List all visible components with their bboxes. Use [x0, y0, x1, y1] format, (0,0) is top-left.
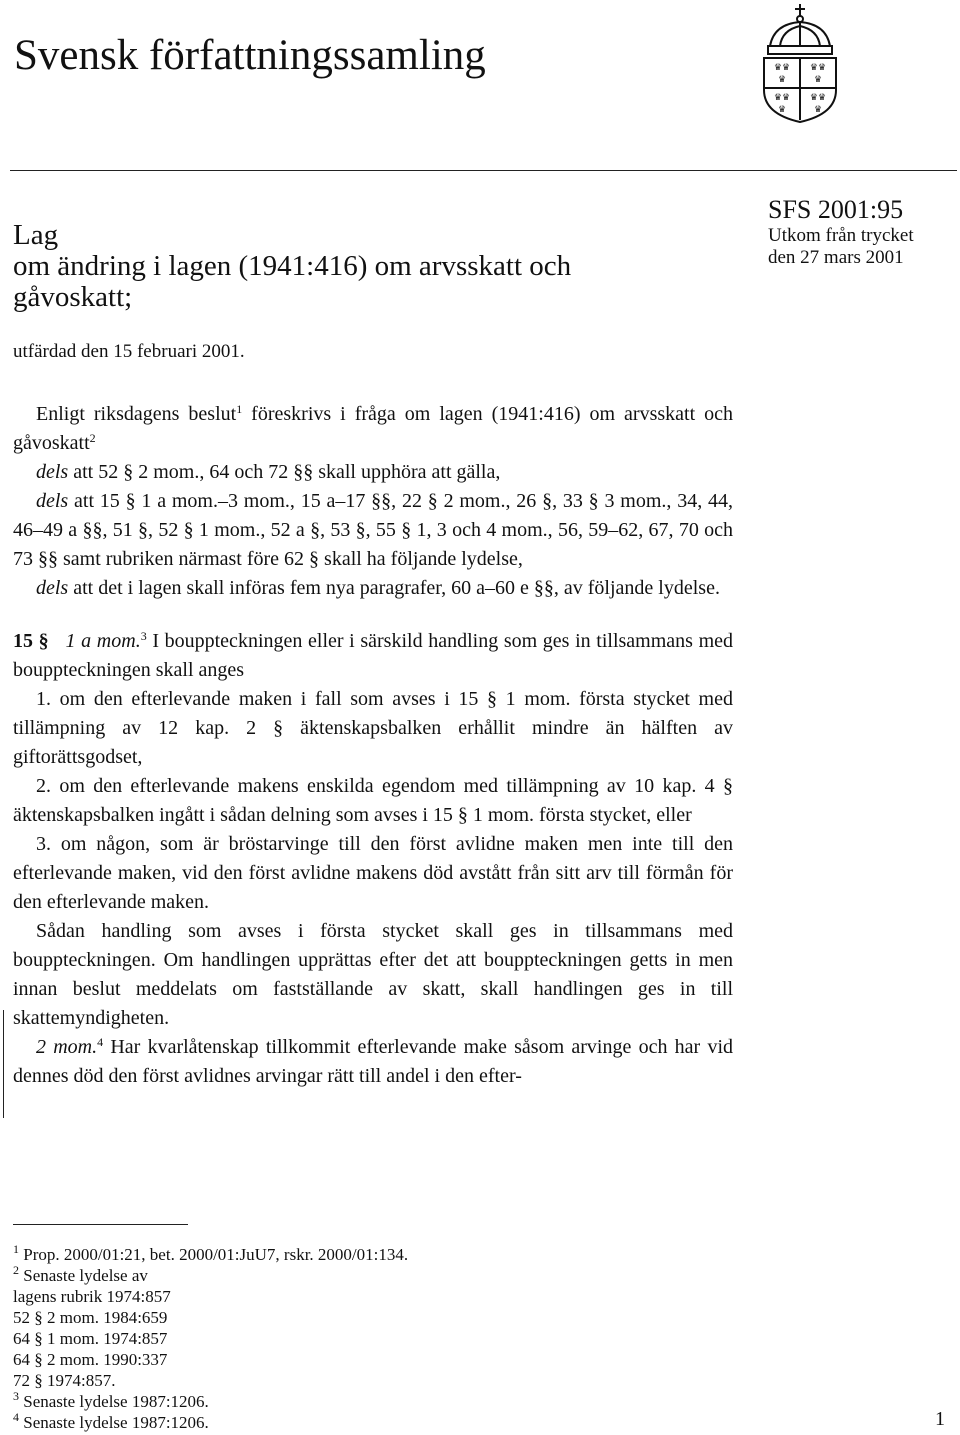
footnote-text: Senaste lydelse 1987:1206.: [19, 1392, 209, 1411]
dels-paragraph-3: [13, 574, 733, 603]
dels-paragraph-1: [13, 458, 733, 487]
sfs-info: [768, 195, 958, 269]
footnote-text: Prop. 2000/01:21, bet. 2000/01:JuU7, rskr. 2000/01:134.: [19, 1245, 409, 1264]
svg-text:♛♛: ♛♛: [773, 63, 791, 73]
mom-2-paragraph: [13, 1033, 733, 1091]
dels-word: dels: [36, 461, 69, 483]
handling-paragraph: Sådan handling som avses i första stycket skall ges in tillsammans med bouppteckningen. Om handlingen upprättas efter det att bouppteckningen getts in men innan beslut meddelats om fastställande av skatt, skall handlingen ges in till skattemyndigheten.: [13, 920, 733, 1029]
footnote-number: 4: [13, 1410, 19, 1424]
page-number: 1: [935, 1408, 945, 1430]
footnote-ref-1: 1: [236, 402, 243, 416]
intro-paragraph: [13, 400, 733, 458]
footnote-2-line: 72 § 1974:857.: [13, 1371, 116, 1390]
svg-text:♛: ♛: [777, 75, 787, 85]
sfs-number: SFS 2001:95: [768, 195, 904, 224]
swedish-coat-of-arms-icon: [756, 2, 844, 124]
footnote-2-line: 52 § 2 mom. 1984:659: [13, 1308, 168, 1327]
dels-text: att det i lagen skall införas fem nya paragrafer, 60 a–60 e §§, av följande lydelse.: [68, 577, 720, 599]
law-title-line-2: om ändring i lagen (1941:416) om arvsskatt och: [13, 250, 572, 282]
section-15-paragraph: [13, 627, 733, 685]
footnote-number: 2: [13, 1263, 19, 1277]
body-text: [13, 400, 733, 1091]
footnote-2-line: 64 § 2 mom. 1990:337: [13, 1350, 168, 1369]
collection-title: Svensk författningssamling: [14, 32, 486, 79]
intro-text-a: Enligt riksdagens beslut: [36, 403, 237, 425]
dels-word: dels: [36, 490, 69, 512]
sfs-published-line-2: den 27 mars 2001: [768, 247, 904, 268]
section-number: 15 §: [13, 630, 49, 652]
issued-date: utfärdad den 15 februari 2001.: [13, 341, 245, 362]
law-title-line-3: gåvoskatt;: [13, 281, 133, 313]
footnote-2: [13, 1265, 653, 1286]
svg-text:♛♛: ♛♛: [809, 63, 827, 73]
section-15-text: I bouppteckningen eller i särskild handling som ges in tillsammans med bouppteckningen skall anges: [13, 630, 734, 681]
footnote-ref-4: 4: [97, 1035, 104, 1049]
list-item-3: 3. om någon, som är bröstarvinge till den först avlidne maken men inte till den efterlevande maken, vid den först avlidne makens död avstått från sitt arv till förmån för den efterlevande maken.: [13, 833, 733, 913]
footnote-text: Senaste lydelse 1987:1206.: [19, 1413, 209, 1432]
footnote-ref-2: 2: [89, 431, 96, 445]
svg-text:♛: ♛: [777, 105, 787, 115]
list-item-2: 2. om den efterlevande makens enskilda egendom med tillämpning av 10 kap. 4 § äktenskapsbalken ingått i sådan delning som avses i 15 § 1 mom. första stycket, eller: [13, 775, 733, 826]
footnote-ref-3: 3: [140, 629, 147, 643]
svg-text:♛: ♛: [813, 105, 823, 115]
footnote-3: [13, 1391, 653, 1412]
sfs-published-line-1: Utkom från trycket: [768, 225, 914, 246]
footnote-1: [13, 1244, 653, 1265]
footnote-rule: [13, 1224, 188, 1225]
intro-text-b: föreskrivs i fråga om lagen (1941:416) om arvsskatt och gåvoskatt: [13, 403, 733, 454]
footnote-number: 3: [13, 1389, 19, 1403]
change-bar: [3, 1010, 4, 1118]
svg-text:♛♛: ♛♛: [809, 93, 827, 103]
footnote-2-line: 64 § 1 mom. 1974:857: [13, 1329, 168, 1348]
mom-2-text: Har kvarlåtenskap tillkommit efterlevande make såsom arvinge och har vid dennes död den först avlidnes arvingar rätt till andel i den efter-: [13, 1036, 733, 1087]
dels-text: att 15 § 1 a mom.–3 mom., 15 a–17 §§, 22 § 2 mom., 26 §, 33 § 3 mom., 34, 44, 46–49 a §§, 51 §, 52 § 1 mom., 52 a §, 53 §, 55 § 1, 3 och 4 mom., 56, 59–62, 67, 70 och 73 §§ samt rubriken närmast före 62 § skall ha följande lydelse,: [13, 490, 733, 570]
svg-text:♛: ♛: [813, 75, 823, 85]
list-item-1: 1. om den efterlevande maken i fall som avses i 15 § 1 mom. första stycket med tillämpning av 12 kap. 2 § äktenskapsbalken erhållit mindre än hälften av giftorättsgodset,: [13, 688, 733, 768]
dels-word: dels: [36, 577, 69, 599]
footnote-2-line: lagens rubrik 1974:857: [13, 1287, 171, 1306]
mom-2-label: 2 mom.: [36, 1036, 98, 1058]
law-title: [13, 220, 733, 313]
footnotes: [13, 1244, 653, 1433]
header-rule: [10, 170, 957, 171]
dels-text: att 52 § 2 mom., 64 och 72 §§ skall upphöra att gälla,: [68, 461, 501, 483]
footnote-text: Senaste lydelse av: [19, 1266, 148, 1285]
law-title-line-1: Lag: [13, 219, 59, 251]
footnote-4: [13, 1412, 653, 1433]
svg-text:♛♛: ♛♛: [773, 93, 791, 103]
section-mom-label: 1 a mom.: [65, 630, 141, 652]
footnote-number: 1: [13, 1242, 19, 1256]
dels-paragraph-2: [13, 487, 733, 574]
